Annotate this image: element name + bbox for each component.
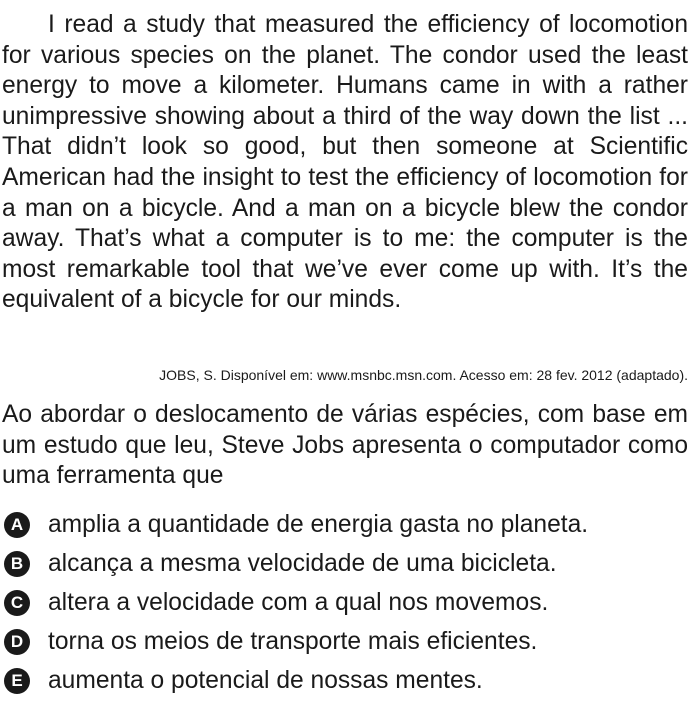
option-e[interactable] (2, 661, 692, 700)
option-a[interactable] (2, 506, 692, 545)
option-c-letter-badge: C (4, 590, 30, 616)
source-citation: JOBS, S. Disponível em: www.msnbc.msn.com. Acesso em: 28 fev. 2012 (adaptado). (159, 367, 688, 383)
option-a-letter-badge: A (4, 512, 30, 538)
option-d[interactable] (2, 622, 692, 661)
passage-text: I read a study that measured the efficiency of locomotion for various species on the planet. The condor used the least energy to move a kilometer. Humans came in with a rather unimpressive showing about a third of the way down the list ... That didn’t look so good, but then someone at Scientific American had the insight to test the efficiency of locomotion for a man on a bicycle. And a man on a bicycle blew the condor away. That’s what a computer is to me: the computer is the most remarkable tool that we’ve ever come up with. It’s the equivalent of a bicycle for our minds. (2, 11, 688, 314)
option-c-text: altera a velocidade com a qual nos movemos. (48, 588, 549, 616)
option-a-text: amplia a quantidade de energia gasta no planeta. (48, 511, 589, 539)
option-e-text: aumenta o potencial de nossas mentes. (48, 666, 483, 694)
option-d-text: torna os meios de transporte mais eficientes. (48, 627, 538, 655)
option-b[interactable] (2, 545, 692, 584)
option-e-letter-badge: E (4, 668, 30, 694)
question-prompt: Ao abordar o deslocamento de várias espécies, com base em um estudo que leu, Steve Jobs apresenta o computador como uma ferramenta que (2, 401, 688, 490)
option-b-text: alcança a mesma velocidade de uma bicicleta. (48, 550, 557, 578)
answer-options (2, 506, 692, 700)
option-d-letter-badge: D (4, 629, 30, 655)
option-b-letter-badge: B (4, 551, 30, 577)
option-c[interactable] (2, 584, 692, 623)
